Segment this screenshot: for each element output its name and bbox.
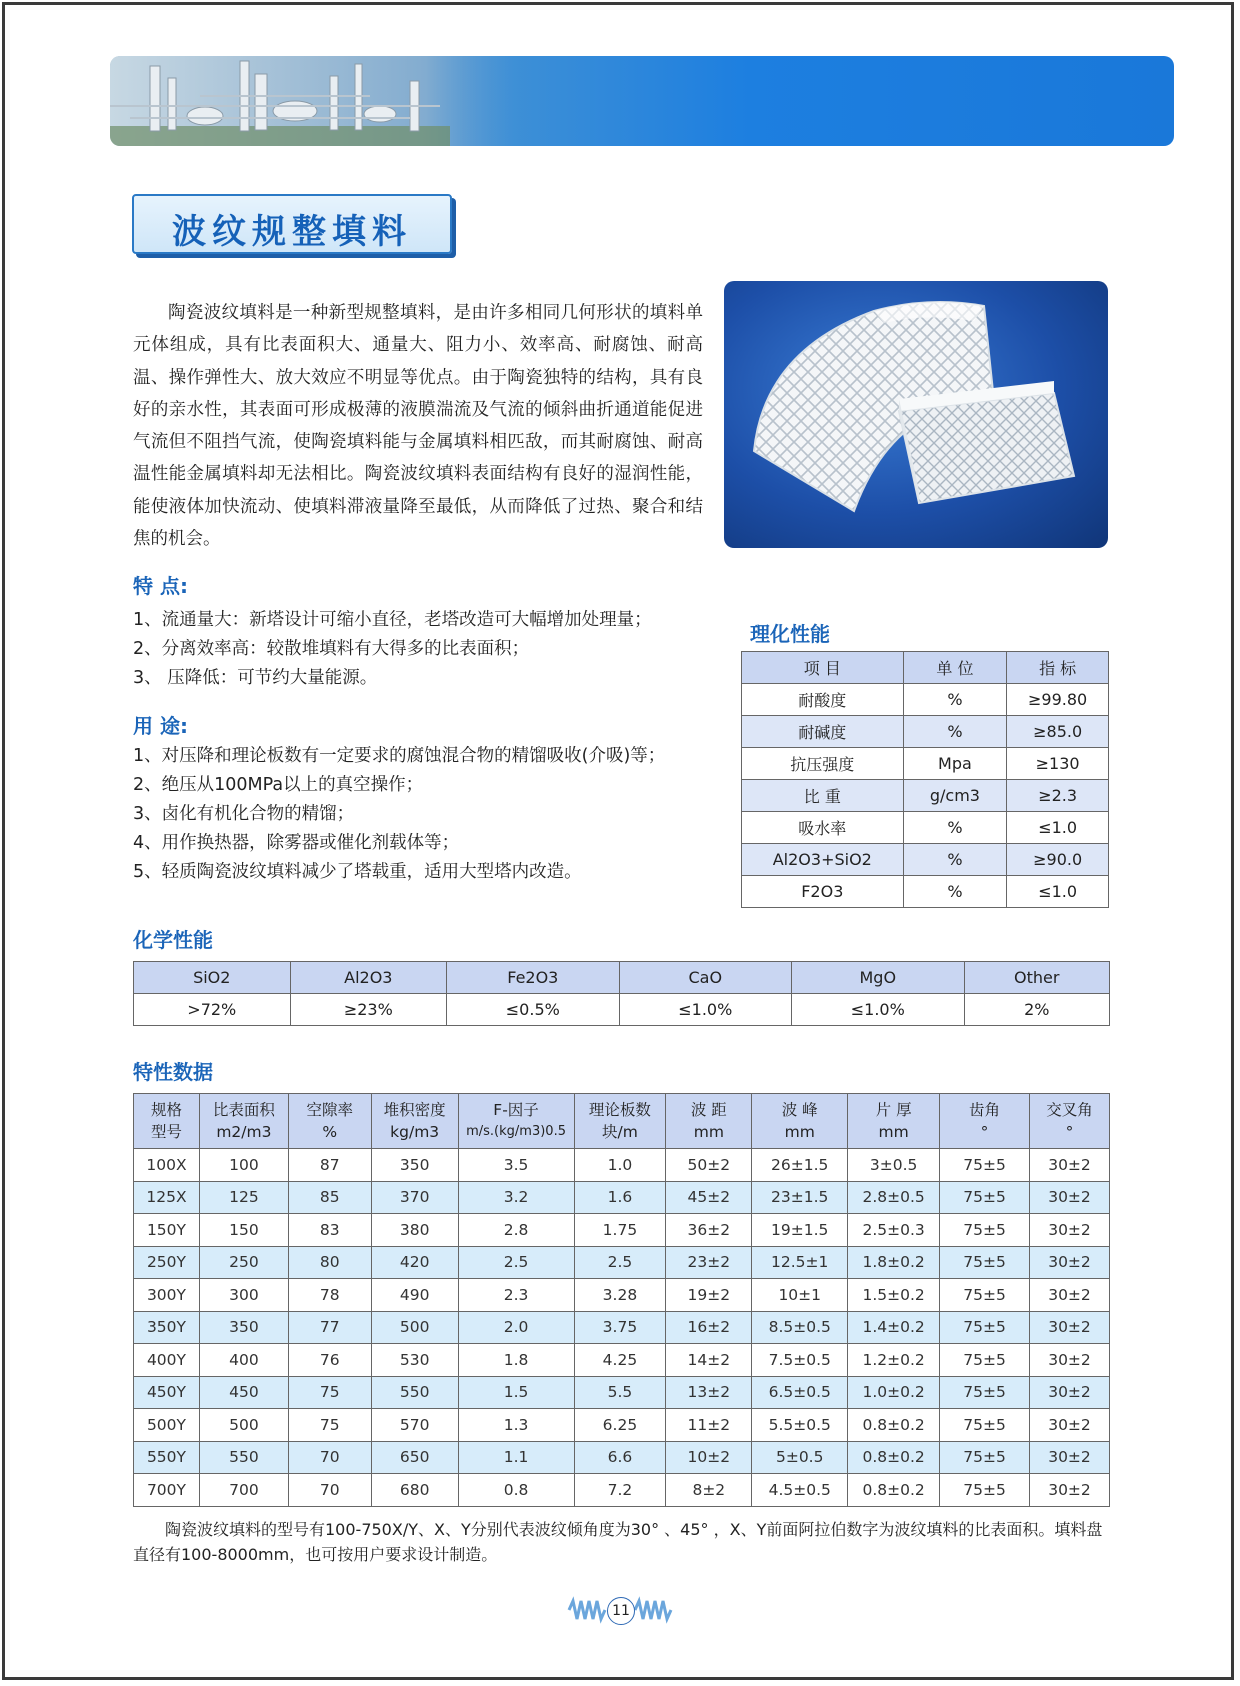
table-cell: 125X — [134, 1181, 200, 1214]
table-cell: 12.5±1 — [752, 1246, 848, 1279]
table-cell: 70 — [288, 1474, 371, 1507]
table-cell: ≥130 — [1007, 748, 1109, 780]
table-row — [134, 1149, 1110, 1182]
table-cell: 77 — [288, 1311, 371, 1344]
table-cell: 8.5±0.5 — [752, 1311, 848, 1344]
header-unit: ° — [980, 1123, 989, 1141]
table-cell: 78 — [288, 1279, 371, 1312]
table-cell: % — [903, 716, 1007, 748]
product-photo — [724, 281, 1108, 548]
table-cell: 87 — [288, 1149, 371, 1182]
header-label: 波 距 — [690, 1101, 727, 1119]
header-label: 空隙率 — [306, 1101, 354, 1119]
column-header — [752, 1094, 848, 1149]
table-cell: 550 — [199, 1441, 288, 1474]
column-header — [458, 1094, 574, 1149]
table-cell: 6.6 — [574, 1441, 666, 1474]
table-cell: % — [903, 876, 1007, 908]
chemical-properties-table — [133, 961, 1110, 1026]
table-cell: 420 — [371, 1246, 458, 1279]
table-cell: 85 — [288, 1181, 371, 1214]
table-cell: 75 — [288, 1409, 371, 1442]
column-header — [666, 1094, 752, 1149]
table-cell: 比 重 — [742, 780, 904, 812]
header-label: 堆积密度 — [383, 1101, 446, 1119]
uses-heading: 用 途: — [133, 714, 188, 738]
table-cell: 550Y — [134, 1441, 200, 1474]
table-cell: 1.0±0.2 — [848, 1376, 940, 1409]
table-row — [134, 994, 1110, 1026]
column-header: 项 目 — [742, 652, 904, 684]
table-cell: 5.5±0.5 — [752, 1409, 848, 1442]
table-cell: 1.2±0.2 — [848, 1344, 940, 1377]
table-cell: Al2O3+SiO2 — [742, 844, 904, 876]
list-item: 1、流通量大：新塔设计可缩小直径，老塔改造可大幅增加处理量； — [133, 610, 652, 630]
table-cell: 吸水率 — [742, 812, 904, 844]
column-header — [574, 1094, 666, 1149]
table-cell: 2.3 — [458, 1279, 574, 1312]
list-item: 4、用作换热器，除雾器或催化剂载体等； — [133, 833, 460, 853]
table-cell: 50±2 — [666, 1149, 752, 1182]
list-item: 3、卤化有机化合物的精馏； — [133, 804, 355, 824]
header-unit: mm — [693, 1123, 724, 1141]
table-row — [134, 1311, 1110, 1344]
table-cell: 1.4±0.2 — [848, 1311, 940, 1344]
intro-text: 陶瓷波纹填料是一种新型规整填料，是由许多相同几何形状的填料单元体组成，具有比表面积大、通量大、阻力小、效率高、耐腐蚀、耐高温、操作弹性大、放大效应不明显等优点。由于陶瓷独特的结构，具有良好的亲水性，其表面可形成极薄的液膜湍流及气流的倾斜曲折通道能促进气流但不阻挡气流，使陶瓷填料能与金属填料相匹敌，而其耐腐蚀、耐高温性能金属填料却无法相比。陶瓷波纹填料表面结构有良好的湿润性能，能使液体加快流动、使填料滞液量降至最低，从而降低了过热、聚合和结焦的机会。 — [133, 303, 703, 550]
table-cell: 3.5 — [458, 1149, 574, 1182]
table-cell: F2O3 — [742, 876, 904, 908]
table-cell: 0.8±0.2 — [848, 1409, 940, 1442]
table-cell: 75±5 — [940, 1214, 1030, 1247]
table-cell: 3±0.5 — [848, 1149, 940, 1182]
table-cell: 550 — [371, 1376, 458, 1409]
column-header: Other — [964, 962, 1109, 994]
column-header: SiO2 — [134, 962, 291, 994]
table-cell: 19±2 — [666, 1279, 752, 1312]
header-label: 波 峰 — [781, 1101, 818, 1119]
table-cell: 30±2 — [1030, 1279, 1110, 1312]
header-unit: ° — [1065, 1123, 1074, 1141]
table-cell: 6.5±0.5 — [752, 1376, 848, 1409]
table-cell: 30±2 — [1030, 1441, 1110, 1474]
table-cell: 23±1.5 — [752, 1181, 848, 1214]
table-cell: 19±1.5 — [752, 1214, 848, 1247]
table-cell: 75±5 — [940, 1149, 1030, 1182]
table-cell: 30±2 — [1030, 1474, 1110, 1507]
table-row — [134, 1474, 1110, 1507]
table-cell: 1.3 — [458, 1409, 574, 1442]
column-header — [848, 1094, 940, 1149]
table-cell: 7.5±0.5 — [752, 1344, 848, 1377]
list-item: 2、分离效率高：较散堆填料有大得多的比表面积； — [133, 639, 530, 659]
table-cell: 30±2 — [1030, 1149, 1110, 1182]
chemical-heading: 化学性能 — [133, 928, 213, 952]
table-cell: 75 — [288, 1376, 371, 1409]
table-cell: 75±5 — [940, 1246, 1030, 1279]
column-header — [288, 1094, 371, 1149]
table-row — [742, 844, 1109, 876]
table-cell: 250Y — [134, 1246, 200, 1279]
table-cell: 75±5 — [940, 1474, 1030, 1507]
header-label: F-因子 — [493, 1101, 539, 1119]
table-row — [134, 1441, 1110, 1474]
ceramic-packing-image — [724, 281, 1108, 548]
table-cell: ≤1.0 — [1007, 812, 1109, 844]
table-cell: 350Y — [134, 1311, 200, 1344]
table-cell: 23±2 — [666, 1246, 752, 1279]
table-cell: 75±5 — [940, 1181, 1030, 1214]
table-cell: 300 — [199, 1279, 288, 1312]
page-title: 波纹规整填料 — [172, 212, 412, 252]
table-cell: 400 — [199, 1344, 288, 1377]
table-cell: 30±2 — [1030, 1181, 1110, 1214]
column-header: Al2O3 — [290, 962, 447, 994]
table-cell: 75±5 — [940, 1409, 1030, 1442]
table-cell: 10±1 — [752, 1279, 848, 1312]
table-cell: 7.2 — [574, 1474, 666, 1507]
header-unit: 块/m — [602, 1123, 638, 1141]
features-heading: 特 点: — [133, 574, 188, 598]
table-cell: % — [903, 812, 1007, 844]
table-cell: ≥23% — [290, 994, 447, 1026]
page-number: 11 — [607, 1597, 635, 1625]
table-cell: 30±2 — [1030, 1214, 1110, 1247]
header-label: 规格 — [150, 1101, 182, 1119]
header-unit: mm — [878, 1123, 909, 1141]
industrial-plant-image — [110, 56, 530, 146]
table-cell: 4.5±0.5 — [752, 1474, 848, 1507]
column-header: 指 标 — [1007, 652, 1109, 684]
table-cell: 150Y — [134, 1214, 200, 1247]
table-cell: 5±0.5 — [752, 1441, 848, 1474]
table-cell: ≤1.0% — [792, 994, 964, 1026]
column-header: CaO — [619, 962, 791, 994]
table-row — [134, 1344, 1110, 1377]
column-header — [940, 1094, 1030, 1149]
header-label: 理论板数 — [588, 1101, 651, 1119]
table-cell: 125 — [199, 1181, 288, 1214]
spec-heading: 特性数据 — [133, 1060, 213, 1084]
header-unit: % — [322, 1123, 338, 1141]
footnote: 陶瓷波纹填料的型号有100-750X/Y、X、Y分别代表波纹倾角度为30° 、45° ，X、Y前面阿拉伯数字为波纹填料的比表面积。填料盘直径有100-8000mm，也可按用户要求设计制造。 — [133, 1520, 1103, 1564]
header-label: 交叉角 — [1046, 1101, 1093, 1119]
table-cell: 1.0 — [574, 1149, 666, 1182]
table-cell: 45±2 — [666, 1181, 752, 1214]
features-list — [133, 606, 652, 693]
table-header-row — [742, 652, 1109, 684]
table-cell: 0.8 — [458, 1474, 574, 1507]
table-cell: 2.5±0.3 — [848, 1214, 940, 1247]
table-row — [742, 748, 1109, 780]
table-cell: 0.8±0.2 — [848, 1441, 940, 1474]
table-cell: 530 — [371, 1344, 458, 1377]
table-cell: 5.5 — [574, 1376, 666, 1409]
section-title-box — [132, 194, 452, 254]
header-banner — [110, 56, 1174, 146]
table-cell: 6.25 — [574, 1409, 666, 1442]
table-cell: 70 — [288, 1441, 371, 1474]
intro-paragraph — [133, 297, 703, 555]
spec-table-body — [134, 1149, 1110, 1507]
table-cell: 3.2 — [458, 1181, 574, 1214]
table-cell: 370 — [371, 1181, 458, 1214]
column-header: Fe2O3 — [447, 962, 619, 994]
table-row — [742, 780, 1109, 812]
table-cell: 500 — [199, 1409, 288, 1442]
spec-data-table — [133, 1093, 1110, 1507]
list-item: 5、轻质陶瓷波纹填料减少了塔载重，适用大型塔内改造。 — [133, 862, 582, 882]
table-cell: 4.25 — [574, 1344, 666, 1377]
table-row — [742, 812, 1109, 844]
table-cell: 150 — [199, 1214, 288, 1247]
table-cell: 2.5 — [458, 1246, 574, 1279]
header-unit: m/s.(kg/m3)0.5 — [466, 1124, 566, 1139]
column-header — [1030, 1094, 1110, 1149]
table-cell: 14±2 — [666, 1344, 752, 1377]
physical-properties-table — [741, 651, 1109, 908]
table-cell: ≤1.0% — [619, 994, 791, 1026]
table-cell: 250 — [199, 1246, 288, 1279]
table-cell: 76 — [288, 1344, 371, 1377]
table-cell: 700Y — [134, 1474, 200, 1507]
table-cell: ≥99.80 — [1007, 684, 1109, 716]
table-cell: >72% — [134, 994, 291, 1026]
column-header — [199, 1094, 288, 1149]
list-item: 2、绝压从100MPa以上的真空操作； — [133, 775, 424, 795]
table-row — [134, 1214, 1110, 1247]
table-cell: 75±5 — [940, 1344, 1030, 1377]
list-item: 3、 压降低：可节约大量能源。 — [133, 668, 378, 688]
table-row — [134, 1279, 1110, 1312]
table-cell: 2.8±0.5 — [848, 1181, 940, 1214]
table-row — [134, 1376, 1110, 1409]
page-footer — [565, 1595, 675, 1625]
physical-heading: 理化性能 — [750, 622, 830, 646]
header-unit: 型号 — [150, 1123, 182, 1141]
table-cell: 1.5 — [458, 1376, 574, 1409]
table-cell: 570 — [371, 1409, 458, 1442]
table-cell: 36±2 — [666, 1214, 752, 1247]
table-cell: 2% — [964, 994, 1109, 1026]
table-cell: 100 — [199, 1149, 288, 1182]
table-cell: 400Y — [134, 1344, 200, 1377]
table-cell: 30±2 — [1030, 1409, 1110, 1442]
table-cell: 1.1 — [458, 1441, 574, 1474]
table-cell: Mpa — [903, 748, 1007, 780]
table-cell: 300Y — [134, 1279, 200, 1312]
table-row — [742, 684, 1109, 716]
table-cell: 耐酸度 — [742, 684, 904, 716]
table-cell: 80 — [288, 1246, 371, 1279]
header-label: 齿角 — [969, 1101, 1001, 1119]
table-cell: 3.75 — [574, 1311, 666, 1344]
table-cell: 30±2 — [1030, 1311, 1110, 1344]
table-cell: 1.8±0.2 — [848, 1246, 940, 1279]
table-cell: 100X — [134, 1149, 200, 1182]
table-cell: 1.6 — [574, 1181, 666, 1214]
table-cell: 350 — [199, 1311, 288, 1344]
table-row — [134, 1409, 1110, 1442]
table-cell: 抗压强度 — [742, 748, 904, 780]
table-cell: % — [903, 684, 1007, 716]
table-cell: 3.28 — [574, 1279, 666, 1312]
table-cell: 13±2 — [666, 1376, 752, 1409]
table-cell: 10±2 — [666, 1441, 752, 1474]
table-row — [742, 876, 1109, 908]
table-cell: 30±2 — [1030, 1344, 1110, 1377]
table-cell: ≤1.0 — [1007, 876, 1109, 908]
table-cell: 2.5 — [574, 1246, 666, 1279]
table-cell: 耐碱度 — [742, 716, 904, 748]
table-cell: g/cm3 — [903, 780, 1007, 812]
table-cell: ≤0.5% — [447, 994, 619, 1026]
table-cell: 1.5±0.2 — [848, 1279, 940, 1312]
table-cell: 490 — [371, 1279, 458, 1312]
column-header: 单 位 — [903, 652, 1007, 684]
table-header-row — [134, 1094, 1110, 1149]
column-header: MgO — [792, 962, 964, 994]
table-cell: 650 — [371, 1441, 458, 1474]
table-row — [134, 1246, 1110, 1279]
table-cell: 8±2 — [666, 1474, 752, 1507]
table-cell: 1.8 — [458, 1344, 574, 1377]
table-cell: 380 — [371, 1214, 458, 1247]
table-cell: 450 — [199, 1376, 288, 1409]
header-label: 比表面积 — [212, 1101, 275, 1119]
table-cell: 450Y — [134, 1376, 200, 1409]
table-cell: 2.8 — [458, 1214, 574, 1247]
table-cell: 75±5 — [940, 1441, 1030, 1474]
table-cell: 2.0 — [458, 1311, 574, 1344]
table-cell: 75±5 — [940, 1311, 1030, 1344]
header-unit: m2/m3 — [216, 1123, 272, 1141]
table-cell: 75±5 — [940, 1279, 1030, 1312]
table-cell: 30±2 — [1030, 1246, 1110, 1279]
column-header — [134, 1094, 200, 1149]
table-cell: 500 — [371, 1311, 458, 1344]
table-cell: ≥85.0 — [1007, 716, 1109, 748]
table-cell: 30±2 — [1030, 1376, 1110, 1409]
table-row — [134, 1181, 1110, 1214]
uses-list — [133, 742, 665, 887]
table-cell: % — [903, 844, 1007, 876]
header-unit: kg/m3 — [390, 1123, 440, 1141]
table-cell: 75±5 — [940, 1376, 1030, 1409]
header-unit: mm — [784, 1123, 815, 1141]
table-cell: 0.8±0.2 — [848, 1474, 940, 1507]
table-cell: 350 — [371, 1149, 458, 1182]
table-cell: ≥2.3 — [1007, 780, 1109, 812]
table-cell: 680 — [371, 1474, 458, 1507]
header-label: 片 厚 — [875, 1101, 912, 1119]
table-cell: 1.75 — [574, 1214, 666, 1247]
list-item: 1、对压降和理论板数有一定要求的腐蚀混合物的精馏吸收(介吸)等； — [133, 746, 666, 766]
table-header-row — [134, 962, 1110, 994]
table-cell: 700 — [199, 1474, 288, 1507]
table-cell: 26±1.5 — [752, 1149, 848, 1182]
table-cell: 16±2 — [666, 1311, 752, 1344]
table-row — [742, 716, 1109, 748]
table-cell: 11±2 — [666, 1409, 752, 1442]
column-header — [371, 1094, 458, 1149]
table-cell: ≥90.0 — [1007, 844, 1109, 876]
table-cell: 83 — [288, 1214, 371, 1247]
table-cell: 500Y — [134, 1409, 200, 1442]
